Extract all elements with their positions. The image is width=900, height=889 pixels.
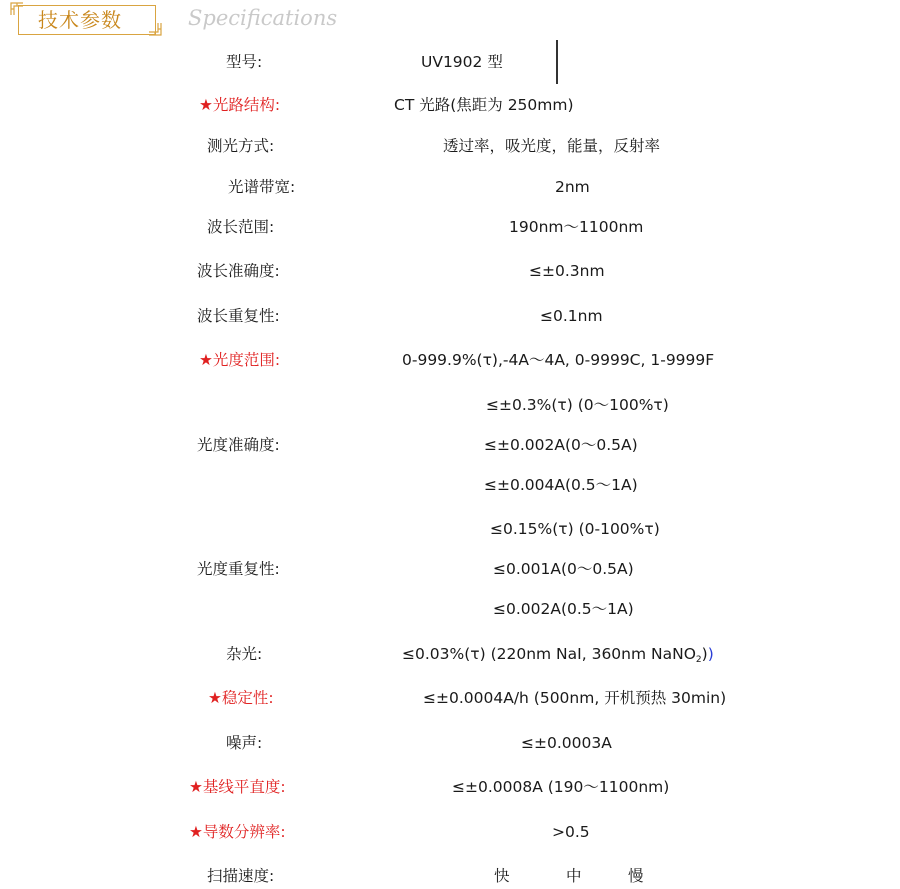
spec-value: ≤±0.002A(0～0.5A) bbox=[484, 436, 638, 454]
section-header bbox=[0, 0, 900, 42]
spec-label: ★光路结构: bbox=[199, 96, 281, 114]
spec-row-resolution bbox=[0, 820, 900, 844]
spec-label: 波长重复性: bbox=[197, 307, 280, 325]
spec-label: ★导数分辨率: bbox=[189, 823, 286, 841]
spec-label: ★基线平直度: bbox=[189, 778, 286, 796]
spec-value: UV1902 型 bbox=[421, 53, 503, 71]
spec-value: CT 光路(焦距为 250mm) bbox=[394, 96, 574, 114]
spec-row-photometric-repeatability-1 bbox=[0, 517, 900, 541]
section-title: 技术参数 bbox=[38, 8, 122, 32]
spec-label: 型号: bbox=[226, 53, 263, 71]
speed-option-medium: 中 bbox=[566, 867, 582, 885]
speed-option-fast: 快 bbox=[494, 867, 510, 885]
spec-row-stability bbox=[0, 686, 900, 710]
spec-value: ≤0.001A(0～0.5A) bbox=[493, 560, 634, 578]
spec-row-photometric-repeatability-3 bbox=[0, 597, 900, 621]
spec-row-bandwidth bbox=[0, 175, 900, 199]
spec-value: ≤±0.3%(τ) (0～100%τ) bbox=[486, 396, 669, 414]
section-subtitle: Specifications bbox=[188, 6, 338, 30]
spec-row-photometric-range bbox=[0, 348, 900, 372]
close-paren: ) bbox=[701, 645, 708, 663]
spec-label: 杂光: bbox=[226, 645, 263, 663]
spec-row-baseline-flatness bbox=[0, 775, 900, 799]
spec-row-optical-structure bbox=[0, 93, 900, 117]
spec-row-photometric-accuracy-3 bbox=[0, 473, 900, 497]
spec-label: ★稳定性: bbox=[208, 689, 274, 707]
spec-label: 测光方式: bbox=[207, 137, 275, 155]
stray-light-text: ≤0.03%(τ) (220nm NaI, 360nm NaNO bbox=[402, 645, 696, 663]
spec-row-photometric-repeatability-2 bbox=[0, 557, 900, 581]
spec-row-photometric-accuracy-2 bbox=[0, 433, 900, 457]
spec-label: 光度准确度: bbox=[197, 436, 280, 454]
spec-row-model bbox=[0, 50, 900, 74]
spec-value: ≤±0.004A(0.5～1A) bbox=[484, 476, 638, 494]
subscript: 2 bbox=[695, 655, 702, 665]
spec-label: 光谱带宽: bbox=[228, 178, 296, 196]
spec-label: 扫描速度: bbox=[207, 867, 275, 885]
spec-value bbox=[402, 642, 714, 672]
spec-row-wavelength-range bbox=[0, 215, 900, 239]
spec-value: ≤±0.0003A bbox=[521, 734, 612, 752]
spec-row-wavelength-accuracy bbox=[0, 259, 900, 283]
spec-label: ★光度范围: bbox=[199, 351, 281, 369]
spec-value: 190nm～1100nm bbox=[509, 218, 644, 236]
spec-row-stray-light bbox=[0, 642, 900, 666]
spec-row-photometric-accuracy-1 bbox=[0, 393, 900, 417]
corner-ornament-icon bbox=[10, 2, 24, 16]
spec-row-wavelength-repeatability bbox=[0, 304, 900, 328]
spec-value: >0.5 bbox=[552, 823, 590, 841]
spec-value: ≤0.1nm bbox=[540, 307, 603, 325]
spec-row-measure-mode bbox=[0, 134, 900, 158]
spec-label: 波长范围: bbox=[207, 218, 275, 236]
spec-value: 2nm bbox=[555, 178, 590, 196]
spec-value: ≤±0.0008A (190～1100nm) bbox=[452, 778, 670, 796]
spec-row-noise bbox=[0, 731, 900, 755]
spec-label: 波长准确度: bbox=[197, 262, 280, 280]
close-paren-blue: ) bbox=[707, 645, 714, 663]
spec-value: ≤±0.3nm bbox=[529, 262, 605, 280]
spec-row-scan-speed bbox=[0, 864, 900, 888]
spec-label: 噪声: bbox=[226, 734, 263, 752]
spec-value: 透过率，吸光度，能量，反射率 bbox=[443, 137, 661, 155]
spec-value: ≤0.15%(τ) (0-100%τ) bbox=[490, 520, 660, 538]
spec-value: ≤0.002A(0.5～1A) bbox=[493, 600, 634, 618]
corner-ornament-icon bbox=[148, 22, 162, 36]
spec-label: 光度重复性: bbox=[197, 560, 280, 578]
speed-option-slow: 慢 bbox=[628, 867, 644, 885]
spec-value: 0-999.9%(τ),-4A～4A, 0-9999C, 1-9999F bbox=[402, 351, 715, 369]
title-badge bbox=[10, 2, 162, 36]
spec-value: ≤±0.0004A/h (500nm, 开机预热 30min) bbox=[423, 689, 727, 707]
